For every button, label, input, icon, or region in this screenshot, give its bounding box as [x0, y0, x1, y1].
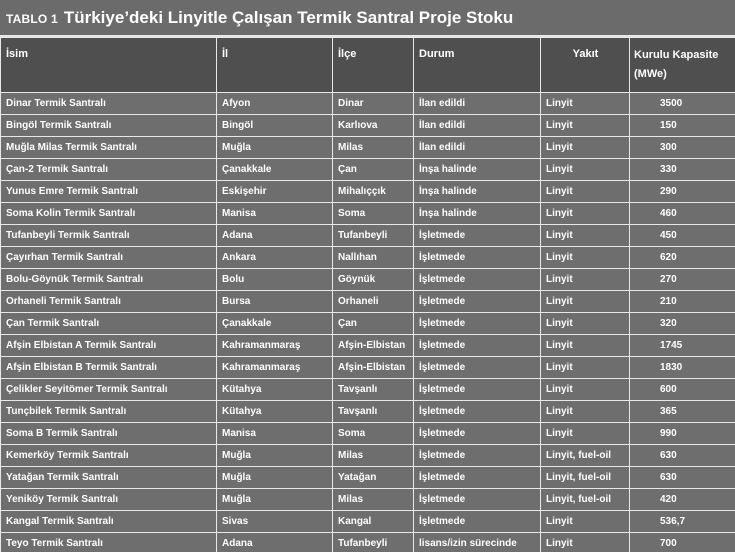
province-cell: Kahramanmaraş	[217, 335, 333, 357]
fuel-cell: Linyit	[541, 115, 630, 137]
district-cell: Dinar	[333, 93, 414, 115]
plant-name-cell: Yatağan Termik Santralı	[1, 467, 217, 489]
district-cell: Tufanbeyli	[333, 225, 414, 247]
district-cell: Afşin-Elbistan	[333, 335, 414, 357]
province-cell: Eskişehir	[217, 181, 333, 203]
province-cell: Manisa	[217, 203, 333, 225]
fuel-cell: Linyit	[541, 357, 630, 379]
table-row	[1, 467, 735, 489]
province-cell: Muğla	[217, 445, 333, 467]
capacity-cell: 1745	[630, 335, 735, 357]
table-row	[1, 137, 735, 159]
column-header-fuel: Yakıt	[541, 38, 630, 93]
district-cell: Çan	[333, 313, 414, 335]
fuel-cell: Linyit	[541, 93, 630, 115]
table-row	[1, 313, 735, 335]
status-cell: İşletmede	[414, 423, 541, 445]
fuel-cell: Linyit	[541, 511, 630, 533]
table-row	[1, 247, 735, 269]
table-row	[1, 203, 735, 225]
capacity-cell: 210	[630, 291, 735, 313]
table-row	[1, 335, 735, 357]
district-cell: Nallıhan	[333, 247, 414, 269]
capacity-cell: 1830	[630, 357, 735, 379]
plant-name-cell: Teyo Termik Santralı	[1, 533, 217, 552]
province-cell: Muğla	[217, 137, 333, 159]
fuel-cell: Linyit	[541, 225, 630, 247]
status-cell: İlan edildi	[414, 115, 541, 137]
plant-name-cell: Dinar Termik Santralı	[1, 93, 217, 115]
province-cell: Manisa	[217, 423, 333, 445]
capacity-cell: 700	[630, 533, 735, 552]
status-cell: İnşa halinde	[414, 203, 541, 225]
district-cell: Tavşanlı	[333, 401, 414, 423]
plant-name-cell: Tunçbilek Termik Santralı	[1, 401, 217, 423]
province-cell: Bursa	[217, 291, 333, 313]
status-cell: İşletmede	[414, 445, 541, 467]
status-cell: İşletmede	[414, 357, 541, 379]
province-cell: Ankara	[217, 247, 333, 269]
column-header-district: İlçe	[333, 38, 414, 93]
capacity-cell: 990	[630, 423, 735, 445]
table-header-row	[1, 38, 735, 93]
district-cell: Milas	[333, 445, 414, 467]
fuel-cell: Linyit	[541, 159, 630, 181]
plant-name-cell: Yunus Emre Termik Santralı	[1, 181, 217, 203]
status-cell: lisans/izin sürecinde	[414, 533, 541, 552]
province-cell: Sivas	[217, 511, 333, 533]
plant-name-cell: Çan-2 Termik Santralı	[1, 159, 217, 181]
status-cell: İşletmede	[414, 401, 541, 423]
district-cell: Kangal	[333, 511, 414, 533]
status-cell: İşletmede	[414, 225, 541, 247]
district-cell: Göynük	[333, 269, 414, 291]
plant-name-cell: Tufanbeyli Termik Santralı	[1, 225, 217, 247]
plant-name-cell: Çayırhan Termik Santralı	[1, 247, 217, 269]
province-cell: Muğla	[217, 489, 333, 511]
table-title: Türkiye’deki Linyitle Çalışan Termik Santral Proje Stoku	[63, 7, 514, 27]
plant-name-cell: Afşin Elbistan B Termik Santralı	[1, 357, 217, 379]
province-cell: Kütahya	[217, 401, 333, 423]
district-cell: Yatağan	[333, 467, 414, 489]
capacity-cell: 420	[630, 489, 735, 511]
table-row	[1, 93, 735, 115]
column-header-name: İsim	[1, 38, 217, 93]
district-cell: Milas	[333, 489, 414, 511]
table-row	[1, 533, 735, 552]
fuel-cell: Linyit	[541, 313, 630, 335]
fuel-cell: Linyit	[541, 291, 630, 313]
district-cell: Karlıova	[333, 115, 414, 137]
capacity-cell: 270	[630, 269, 735, 291]
district-cell: Afşin-Elbistan	[333, 357, 414, 379]
capacity-cell: 450	[630, 225, 735, 247]
status-cell: İşletmede	[414, 379, 541, 401]
district-cell: Soma	[333, 423, 414, 445]
table-row	[1, 181, 735, 203]
status-cell: İşletmede	[414, 489, 541, 511]
province-cell: Afyon	[217, 93, 333, 115]
fuel-cell: Linyit	[541, 247, 630, 269]
status-cell: İşletmede	[414, 269, 541, 291]
district-cell: Tufanbeyli	[333, 533, 414, 552]
fuel-cell: Linyit	[541, 269, 630, 291]
plant-name-cell: Afşin Elbistan A Termik Santralı	[1, 335, 217, 357]
table-row	[1, 291, 735, 313]
column-header-capacity-unit: (MWe)	[634, 68, 667, 80]
fuel-cell: Linyit	[541, 379, 630, 401]
fuel-cell: Linyit	[541, 181, 630, 203]
capacity-cell: 620	[630, 247, 735, 269]
fuel-cell: Linyit, fuel-oil	[541, 467, 630, 489]
plant-name-cell: Orhaneli Termik Santralı	[1, 291, 217, 313]
province-cell: Kahramanmaraş	[217, 357, 333, 379]
plant-name-cell: Çan Termik Santralı	[1, 313, 217, 335]
plant-name-cell: Çelikler Seyitömer Termik Santralı	[1, 379, 217, 401]
province-cell: Adana	[217, 225, 333, 247]
district-cell: Soma	[333, 203, 414, 225]
table-row	[1, 401, 735, 423]
status-cell: İnşa halinde	[414, 159, 541, 181]
status-cell: İşletmede	[414, 467, 541, 489]
plant-name-cell: Soma B Termik Santralı	[1, 423, 217, 445]
capacity-cell: 330	[630, 159, 735, 181]
district-cell: Çan	[333, 159, 414, 181]
table-row	[1, 269, 735, 291]
province-cell: Kütahya	[217, 379, 333, 401]
district-cell: Milas	[333, 137, 414, 159]
capacity-cell: 460	[630, 203, 735, 225]
plant-name-cell: Kangal Termik Santralı	[1, 511, 217, 533]
capacity-cell: 300	[630, 137, 735, 159]
status-cell: İşletmede	[414, 291, 541, 313]
table-row	[1, 115, 735, 137]
province-cell: Bingöl	[217, 115, 333, 137]
province-cell: Çanakkale	[217, 313, 333, 335]
capacity-cell: 290	[630, 181, 735, 203]
capacity-cell: 600	[630, 379, 735, 401]
plant-name-cell: Bolu-Göynük Termik Santralı	[1, 269, 217, 291]
status-cell: İnşa halinde	[414, 181, 541, 203]
fuel-cell: Linyit	[541, 401, 630, 423]
table-row	[1, 445, 735, 467]
province-cell: Muğla	[217, 467, 333, 489]
status-cell: İşletmede	[414, 313, 541, 335]
table-row	[1, 225, 735, 247]
plant-name-cell: Bingöl Termik Santralı	[1, 115, 217, 137]
fuel-cell: Linyit	[541, 423, 630, 445]
fuel-cell: Linyit	[541, 335, 630, 357]
table-title-bar	[0, 0, 735, 37]
plant-name-cell: Muğla Milas Termik Santralı	[1, 137, 217, 159]
table-number-label: TABLO 1	[6, 11, 58, 26]
capacity-cell: 630	[630, 467, 735, 489]
table-body	[1, 93, 735, 552]
status-cell: İlan edildi	[414, 137, 541, 159]
capacity-cell: 150	[630, 115, 735, 137]
table-row	[1, 379, 735, 401]
capacity-cell: 365	[630, 401, 735, 423]
table-row	[1, 511, 735, 533]
province-cell: Adana	[217, 533, 333, 552]
column-header-province: İl	[217, 38, 333, 93]
fuel-cell: Linyit	[541, 533, 630, 552]
status-cell: İşletmede	[414, 247, 541, 269]
plant-name-cell: Kemerköy Termik Santralı	[1, 445, 217, 467]
district-cell: Mihalıççık	[333, 181, 414, 203]
status-cell: İşletmede	[414, 511, 541, 533]
column-header-status: Durum	[414, 38, 541, 93]
column-header-capacity-label: Kurulu Kapasite	[634, 49, 719, 61]
fuel-cell: Linyit, fuel-oil	[541, 489, 630, 511]
fuel-cell: Linyit	[541, 203, 630, 225]
plant-name-cell: Yeniköy Termik Santralı	[1, 489, 217, 511]
capacity-cell: 630	[630, 445, 735, 467]
table-row	[1, 489, 735, 511]
province-cell: Çanakkale	[217, 159, 333, 181]
province-cell: Bolu	[217, 269, 333, 291]
table-row	[1, 357, 735, 379]
table-row	[1, 159, 735, 181]
capacity-cell: 3500	[630, 93, 735, 115]
table-row	[1, 423, 735, 445]
column-header-capacity	[630, 38, 735, 93]
fuel-cell: Linyit, fuel-oil	[541, 445, 630, 467]
power-plant-table	[0, 37, 735, 552]
status-cell: İlan edildi	[414, 93, 541, 115]
plant-name-cell: Soma Kolin Termik Santralı	[1, 203, 217, 225]
district-cell: Orhaneli	[333, 291, 414, 313]
status-cell: İşletmede	[414, 335, 541, 357]
district-cell: Tavşanlı	[333, 379, 414, 401]
capacity-cell: 320	[630, 313, 735, 335]
capacity-cell: 536,7	[630, 511, 735, 533]
fuel-cell: Linyit	[541, 137, 630, 159]
